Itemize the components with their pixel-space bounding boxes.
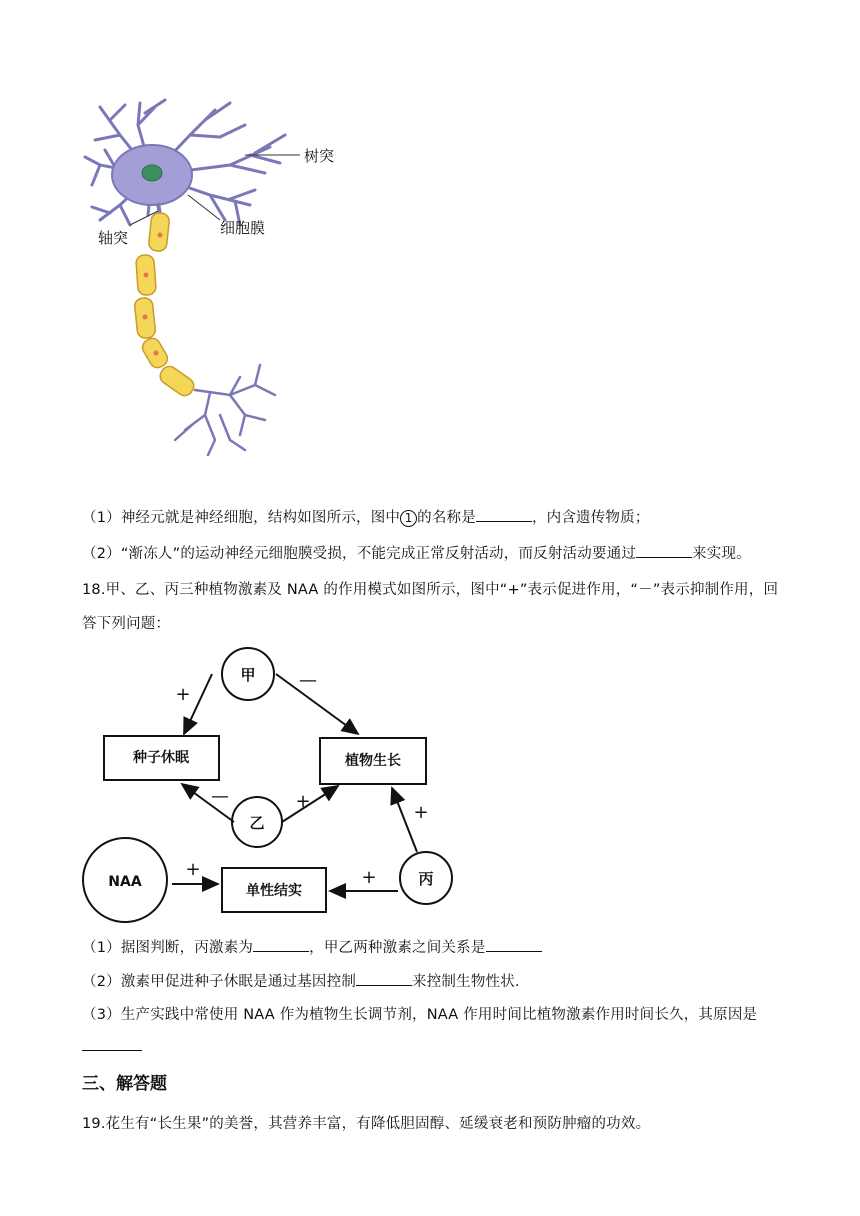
q17-part1: （1）神经元就是神经细胞，结构如图所示，图中 1 的名称是 ，内含遗传物质； bbox=[82, 510, 650, 526]
node-yi: 乙 bbox=[249, 814, 265, 832]
label-dendrite: 树突 bbox=[304, 147, 335, 165]
q18-sub1: （1）据图判断，丙激素为 ，甲乙两种激素之间关系是 bbox=[82, 936, 542, 957]
box-growth: 植物生长 bbox=[345, 753, 401, 769]
hormone-diagram bbox=[82, 638, 482, 930]
answer-blank[interactable] bbox=[253, 939, 309, 952]
q17-part2: （2）“渐冻人”的运动神经元细胞膜受损，不能完成正常反射活动，而反射活动要通过 来实现。 bbox=[82, 546, 751, 562]
sign-plus: + bbox=[413, 802, 429, 823]
neuron-figure bbox=[80, 95, 360, 465]
node-jia: 甲 bbox=[240, 666, 256, 684]
q18-sub2: （2）激素甲促进种子休眠是通过基因控制 来控制生物性状. bbox=[82, 974, 520, 990]
circled-marker: 1 bbox=[400, 510, 417, 527]
q18-sub3: （3）生产实践中常使用 NAA 作为植物生长调节剂，NAA 作用时间比植物激素作用时间长久，其原因是 bbox=[82, 1007, 758, 1023]
answer-blank[interactable] bbox=[82, 1050, 142, 1051]
answer-blank[interactable] bbox=[356, 973, 412, 986]
label-membrane: 细胞膜 bbox=[220, 219, 266, 237]
node-naa: NAA bbox=[108, 874, 142, 890]
q18-stem-line1: 18.甲、乙、丙三种植物激素及 NAA 的作用模式如图所示，图中“+”表示促进作用，“－”表示抑制作用，回 bbox=[82, 582, 779, 598]
box-fruit: 单性结实 bbox=[246, 883, 302, 899]
answer-blank[interactable] bbox=[636, 545, 692, 558]
answer-blank[interactable] bbox=[486, 939, 542, 952]
sign-minus: — bbox=[299, 670, 317, 691]
sign-plus: + bbox=[185, 859, 201, 880]
q19-text: 19.花生有“长生果”的美誉，其营养丰富，有降低胆固醇、延缓衰老和预防肿瘤的功效。 bbox=[82, 1116, 651, 1132]
node-bing: 丙 bbox=[418, 870, 434, 888]
section-title: 三、解答题 bbox=[82, 1074, 167, 1094]
sign-minus: — bbox=[211, 786, 229, 807]
label-axon: 轴突 bbox=[98, 229, 129, 247]
sign-plus: + bbox=[295, 791, 311, 812]
sign-plus: + bbox=[361, 867, 377, 888]
sign-plus: + bbox=[175, 684, 191, 705]
box-dormancy: 种子休眠 bbox=[133, 750, 189, 766]
q18-stem-line2: 答下列问题： bbox=[82, 616, 171, 632]
answer-blank[interactable] bbox=[476, 509, 532, 522]
